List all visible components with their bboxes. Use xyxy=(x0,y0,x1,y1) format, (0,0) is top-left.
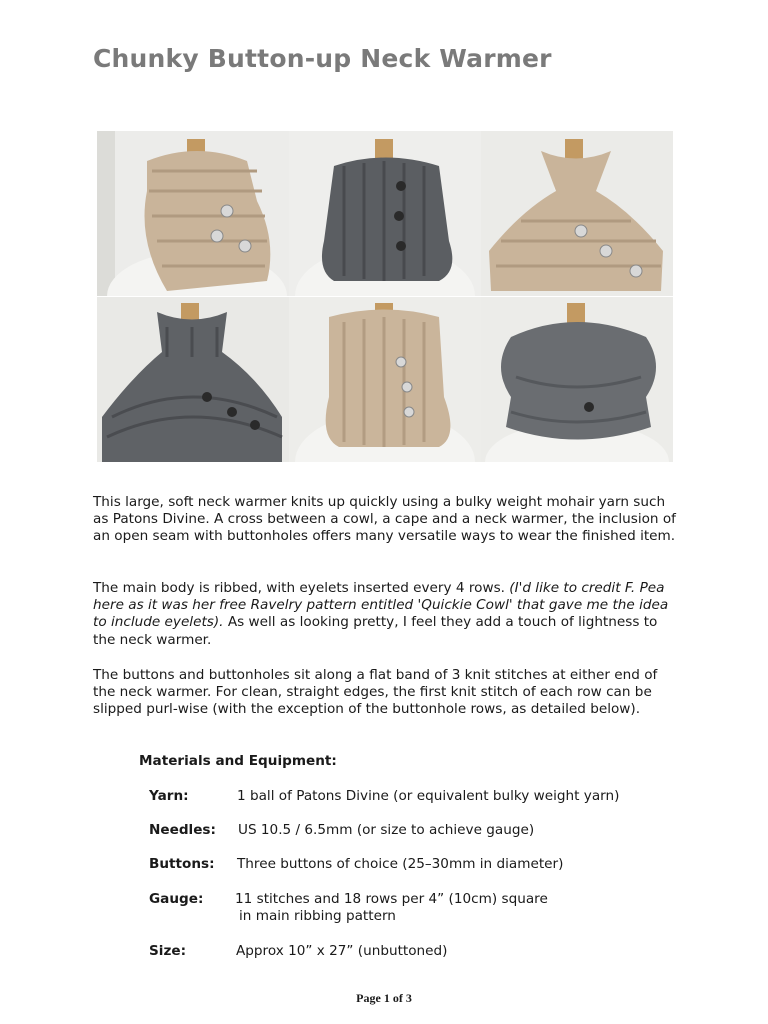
gauge-value-line-1: 11 stitches and 18 rows per 4” (10cm) square xyxy=(235,891,548,907)
photo-collage xyxy=(97,131,673,462)
photo-beige-cape-style xyxy=(481,131,673,296)
size-label: Size: xyxy=(149,943,187,959)
needles-value: US 10.5 / 6.5mm (or size to achieve gauge) xyxy=(238,822,535,838)
size-value: Approx 10” x 27” (unbuttoned) xyxy=(236,943,448,959)
ribbing-paragraph xyxy=(93,580,683,649)
document-title: Chunky Button-up Neck Warmer xyxy=(93,44,552,73)
photo-grey-folded-collar xyxy=(481,297,673,462)
intro-paragraph xyxy=(93,494,683,546)
gauge-value-line-2: in main ribbing pattern xyxy=(239,908,396,924)
yarn-value: 1 ball of Patons Divine (or equivalent bulky weight yarn) xyxy=(237,788,620,804)
buttons-value: Three buttons of choice (25–30mm in diameter) xyxy=(237,856,564,872)
photo-grey-wrap-style xyxy=(97,297,289,462)
buttons-text: The buttons and buttonholes sit along a flat band of 3 knit stitches at either end of the neck warmer. For clean, straight edges, the first knit stitch of each row can be slipped purl-wise (with the exception of the buttonhole rows, as detailed below). xyxy=(93,667,658,718)
needles-label: Needles: xyxy=(149,822,216,838)
ribbing-text-start: The main body is ribbed, with eyelets inserted every 4 rows. xyxy=(93,580,510,596)
ribbing-credit-text: (I'd like to credit F. Pea here as it was her free Ravelry pattern entitled 'Quickie Cowl' that gave me the idea to include eyelets). xyxy=(93,580,669,631)
photo-beige-cowl-front xyxy=(289,297,481,462)
photo-grey-neck-warmer-front xyxy=(289,131,481,296)
yarn-label: Yarn: xyxy=(149,788,189,804)
intro-text: This large, soft neck warmer knits up quickly using a bulky weight mohair yarn such as Patons Divine. A cross between a cowl, a cape and a neck warmer, the inclusion of an open seam with buttonholes offers many versatile ways to wear the finished item. xyxy=(93,494,676,545)
photo-beige-neck-warmer-side xyxy=(97,131,289,296)
buttons-paragraph xyxy=(93,667,683,719)
gauge-label: Gauge: xyxy=(149,891,204,907)
buttons-label: Buttons: xyxy=(149,856,215,872)
ribbing-text-end: As well as looking pretty, I feel they add a touch of lightness to the neck warmer. xyxy=(93,614,658,648)
materials-heading: Materials and Equipment: xyxy=(139,753,337,769)
page-number: Page 1 of 3 xyxy=(356,991,412,1005)
